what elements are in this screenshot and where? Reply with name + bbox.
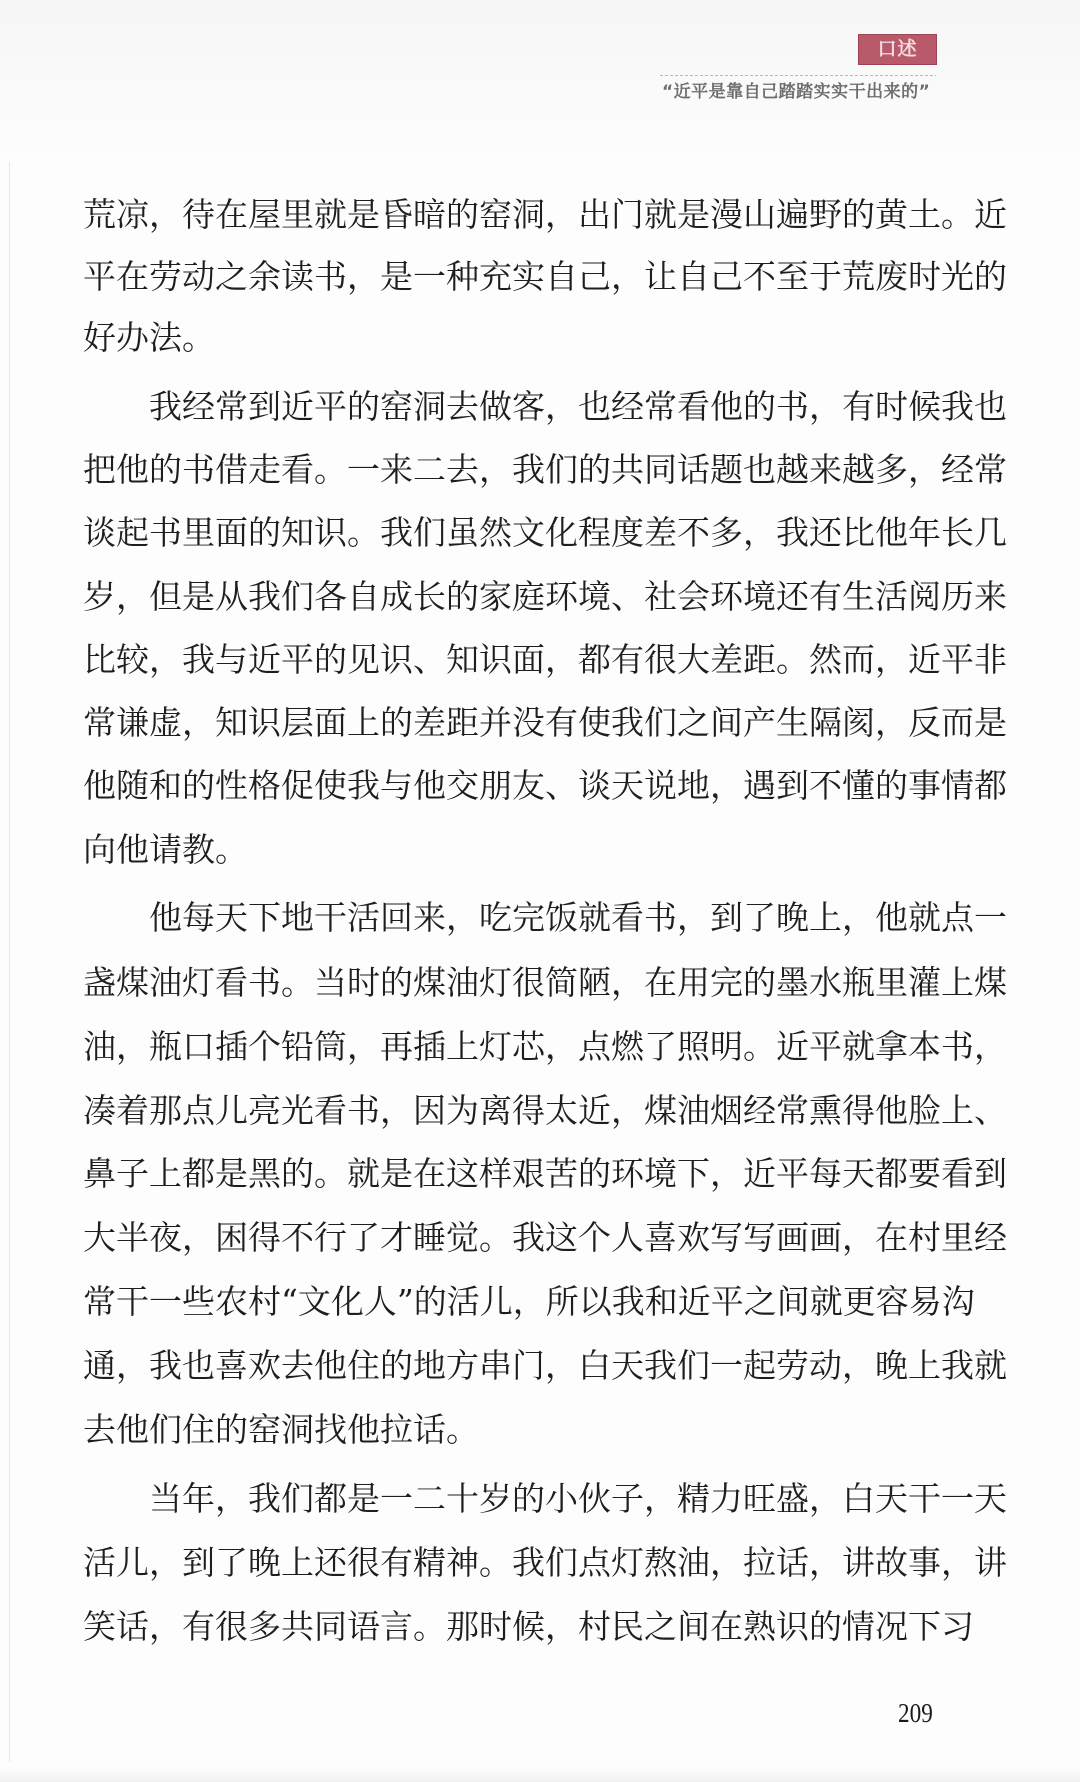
section-badge: 口述 xyxy=(858,34,937,65)
text-line: 好办法。 xyxy=(83,318,215,357)
text-line: 向他请教。 xyxy=(83,830,248,869)
text-line: 凑着那点儿亮光看书，因为离得太近，煤油烟经常熏得他脸上、 xyxy=(83,1091,1007,1130)
text-line: 盏煤油灯看书。当时的煤油灯很简陋，在用完的墨水瓶里灌上煤 xyxy=(83,963,1007,1002)
page-top-shade xyxy=(0,0,1080,160)
text-line: 岁，但是从我们各自成长的家庭环境、社会环境还有生活阅历来 xyxy=(83,577,1007,616)
paragraph-first-line: 他每天下地干活回来，吃完饭就看书，到了晚上，他就点一 xyxy=(149,898,1007,937)
text-line: 去他们住的窑洞找他拉话。 xyxy=(83,1410,479,1449)
text-line: 谈起书里面的知识。我们虽然文化程度差不多，我还比他年长几 xyxy=(83,513,1007,552)
running-header-title: “近平是靠自己踏踏实实干出来的” xyxy=(662,82,931,102)
text-line: 荒凉，待在屋里就是昏暗的窑洞，出门就是漫山遍野的黄土。近 xyxy=(83,195,1007,234)
text-line: 大半夜，困得不行了才睡觉。我这个人喜欢写写画画，在村里经 xyxy=(83,1218,1007,1257)
text-line: 比较，我与近平的见识、知识面，都有很大差距。然而，近平非 xyxy=(83,640,1007,679)
paragraph-first-line: 当年，我们都是一二十岁的小伙子，精力旺盛，白天干一天 xyxy=(149,1479,1007,1518)
text-line: 常干一些农村“文化人”的活儿，所以我和近平之间就更容易沟 xyxy=(83,1282,975,1321)
page-number: 209 xyxy=(898,1698,933,1728)
text-line: 油，瓶口插个铅筒，再插上灯芯，点燃了照明。近平就拿本书， xyxy=(83,1027,1007,1066)
text-line: 常谦虚，知识层面上的差距并没有使我们之间产生隔阂，反而是 xyxy=(83,703,1007,742)
page-bottom-shade xyxy=(0,1768,1080,1782)
text-line: 他随和的性格促使我与他交朋友、谈天说地，遇到不懂的事情都 xyxy=(83,766,1007,805)
page-edge-line xyxy=(9,162,10,1762)
text-line: 把他的书借走看。一来二去，我们的共同话题也越来越多，经常 xyxy=(83,450,1007,489)
text-line: 活儿，到了晚上还很有精神。我们点灯熬油，拉话，讲故事，讲 xyxy=(83,1543,1007,1582)
text-line: 笑话，有很多共同语言。那时候，村民之间在熟识的情况下习 xyxy=(83,1607,974,1646)
text-line: 通，我也喜欢去他住的地方串门，白天我们一起劳动，晚上我就 xyxy=(83,1346,1007,1385)
text-line: 平在劳动之余读书，是一种充实自己，让自己不至于荒废时光的 xyxy=(83,257,1007,296)
header-rule xyxy=(660,75,936,76)
paragraph-first-line: 我经常到近平的窑洞去做客，也经常看他的书，有时候我也 xyxy=(149,387,1007,426)
text-line: 鼻子上都是黑的。就是在这样艰苦的环境下，近平每天都要看到 xyxy=(83,1154,1007,1193)
